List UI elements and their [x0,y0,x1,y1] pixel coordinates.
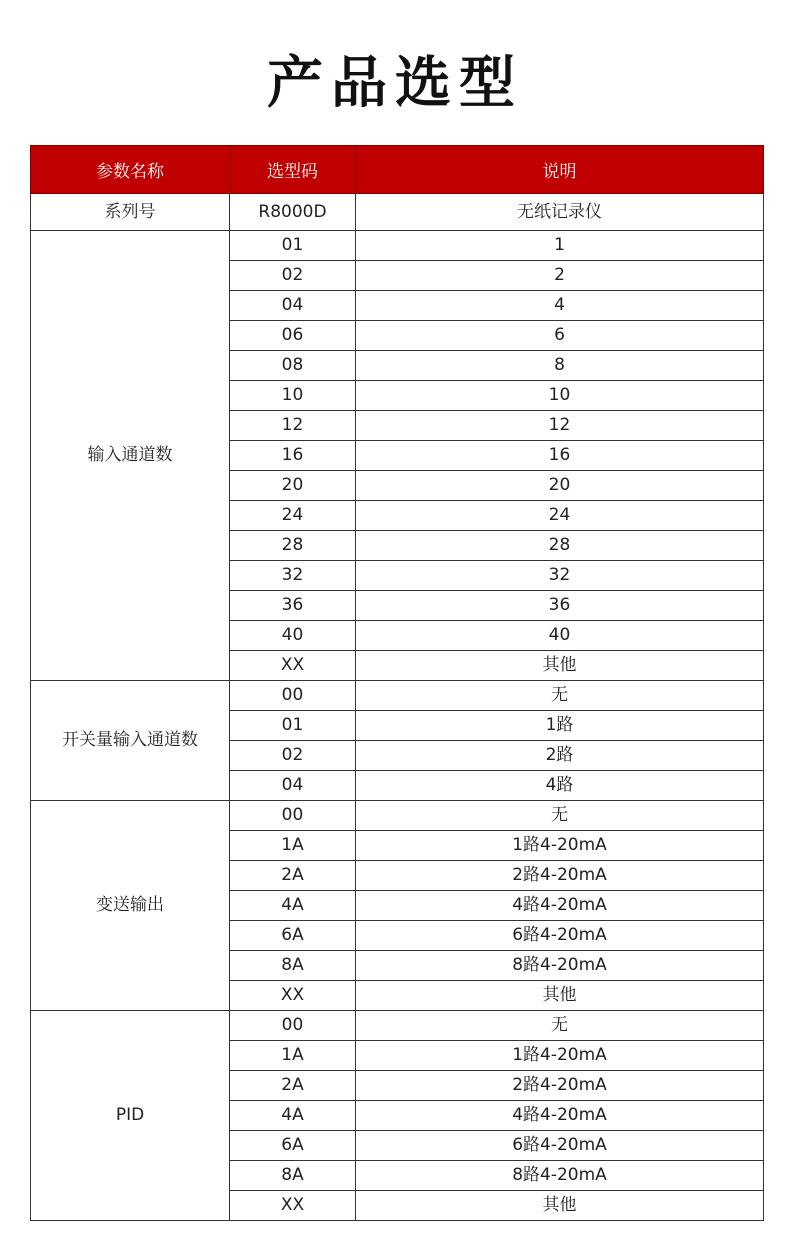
description-cell: 4路4-20mA [356,891,764,921]
selection-code-cell: 01 [230,711,356,741]
description-cell: 其他 [356,981,764,1011]
description-cell: 8路4-20mA [356,951,764,981]
selection-code-cell: XX [230,651,356,681]
page-title: 产品选型 [267,51,523,116]
selection-code-cell: 8A [230,1161,356,1191]
table-row [31,681,764,711]
table-row [31,801,764,831]
description-cell: 1路4-20mA [356,831,764,861]
description-cell: 28 [356,531,764,561]
series-param: 系列号 [31,194,230,231]
selection-code-cell: 16 [230,441,356,471]
selection-code-cell: 2A [230,861,356,891]
description-cell: 无 [356,1011,764,1041]
series-row [31,194,764,231]
selection-code-cell: 10 [230,381,356,411]
header-description: 说明 [356,146,764,194]
selection-code-cell: 00 [230,801,356,831]
description-cell: 1路 [356,711,764,741]
description-cell: 8路4-20mA [356,1161,764,1191]
selection-code-cell: 28 [230,531,356,561]
description-cell: 6路4-20mA [356,1131,764,1161]
description-cell: 4路4-20mA [356,1101,764,1131]
table-body [31,194,764,1221]
description-cell: 24 [356,501,764,531]
description-cell: 32 [356,561,764,591]
selection-code-cell: 32 [230,561,356,591]
description-cell: 36 [356,591,764,621]
table-row [31,231,764,261]
series-desc: 无纸记录仪 [356,194,764,231]
selection-code-cell: 6A [230,1131,356,1161]
description-cell: 4路 [356,771,764,801]
selection-code-cell: XX [230,1191,356,1221]
description-cell: 2路4-20mA [356,861,764,891]
description-cell: 12 [356,411,764,441]
selection-code-cell: 4A [230,891,356,921]
selection-code-cell: 01 [230,231,356,261]
selection-code-cell: 02 [230,261,356,291]
param-name-cell: 开关量输入通道数 [31,681,230,801]
description-cell: 16 [356,441,764,471]
description-cell: 2 [356,261,764,291]
selection-code-cell: 04 [230,771,356,801]
description-cell: 其他 [356,651,764,681]
product-selection-table [30,145,764,1221]
selection-code-cell: XX [230,981,356,1011]
selection-code-cell: 04 [230,291,356,321]
table-row [31,1011,764,1041]
table-header-row [31,146,764,194]
description-cell: 20 [356,471,764,501]
description-cell: 1 [356,231,764,261]
series-code: R8000D [230,194,356,231]
description-cell: 无 [356,681,764,711]
selection-code-cell: 00 [230,681,356,711]
selection-code-cell: 36 [230,591,356,621]
selection-code-cell: 2A [230,1071,356,1101]
header-param-name: 参数名称 [31,146,230,194]
description-cell: 40 [356,621,764,651]
selection-code-cell: 02 [230,741,356,771]
selection-code-cell: 12 [230,411,356,441]
description-cell: 10 [356,381,764,411]
selection-code-cell: 20 [230,471,356,501]
selection-code-cell: 4A [230,1101,356,1131]
selection-code-cell: 1A [230,1041,356,1071]
selection-code-cell: 00 [230,1011,356,1041]
description-cell: 无 [356,801,764,831]
description-cell: 6路4-20mA [356,921,764,951]
selection-code-cell: 6A [230,921,356,951]
header-selection-code: 选型码 [230,146,356,194]
description-cell: 8 [356,351,764,381]
description-cell: 4 [356,291,764,321]
selection-code-cell: 06 [230,321,356,351]
description-cell: 1路4-20mA [356,1041,764,1071]
selection-code-cell: 24 [230,501,356,531]
description-cell: 6 [356,321,764,351]
param-name-cell: 输入通道数 [31,231,230,681]
param-name-cell: 变送输出 [31,801,230,1011]
description-cell: 2路4-20mA [356,1071,764,1101]
selection-code-cell: 40 [230,621,356,651]
selection-code-cell: 08 [230,351,356,381]
param-name-cell: PID [31,1011,230,1221]
description-cell: 2路 [356,741,764,771]
description-cell: 其他 [356,1191,764,1221]
selection-code-cell: 1A [230,831,356,861]
selection-code-cell: 8A [230,951,356,981]
